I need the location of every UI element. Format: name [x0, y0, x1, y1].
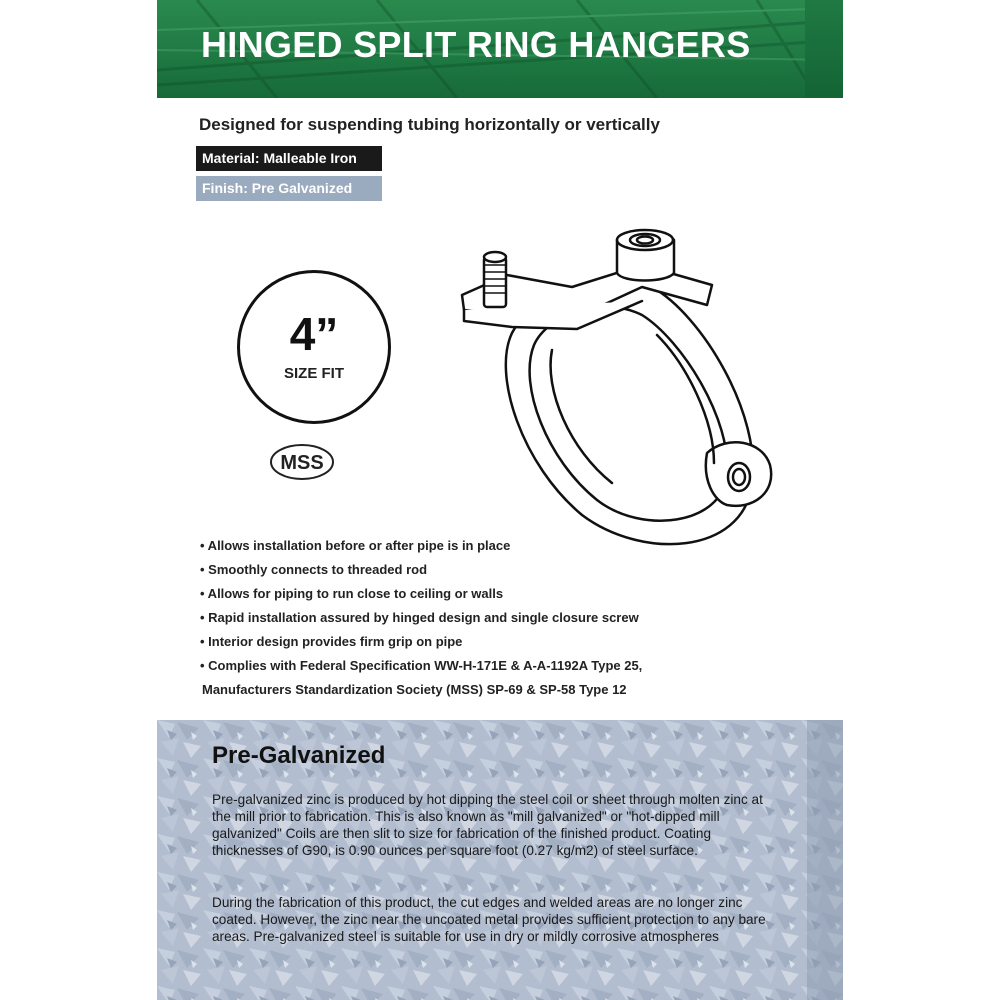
size-label: SIZE FIT: [284, 365, 344, 382]
feature-item: • Allows installation before or after pipe is in place: [200, 538, 511, 553]
size-value: 4”: [289, 308, 339, 360]
material-tag: Material: Malleable Iron: [196, 146, 382, 171]
mss-logo-text: MSS: [280, 452, 324, 474]
product-sheet: [157, 0, 843, 1000]
pre-galvanized-info-panel: [157, 720, 843, 1000]
info-paragraph-1: Pre-galvanized zinc is produced by hot dipping the steel coil or sheet through molten zinc at the mill prior to fabrication. This is also known as "mill galvanized" or "hot-dipped mill galvanized" Coils are then slit to size for fabrication of the finished product. Coating thicknesses of G90, is 0.90 ounces per square foot (0.27 kg/m2) of steel surface.: [212, 792, 763, 858]
feature-item: • Interior design provides firm grip on pipe: [200, 634, 463, 649]
feature-item: • Smoothly connects to threaded rod: [200, 562, 428, 577]
feature-list: [200, 538, 642, 706]
mss-logo: [269, 441, 337, 483]
title-banner: [157, 0, 843, 98]
page-title: HINGED SPLIT RING HANGERS: [201, 24, 751, 65]
info-paragraph-2: During the fabrication of this product, the cut edges and welded areas are no longer zinc coated. However, the zinc near the uncoated metal provides sufficient protection to any bare areas. Pre-galvanized steel is suitable for use in dry or mildly corrosive atmospheres: [212, 895, 766, 944]
feature-item: Manufacturers Standardization Society (MSS) SP-69 & SP-58 Type 12: [202, 682, 627, 697]
product-subtitle: Designed for suspending tubing horizontally or vertically: [199, 115, 660, 134]
split-ring-hanger-illustration: [452, 225, 802, 565]
finish-tag: Finish: Pre Galvanized: [196, 176, 382, 201]
feature-item: • Rapid installation assured by hinged design and single closure screw: [200, 610, 639, 625]
panel-edge-strip: [807, 720, 843, 1000]
feature-item: • Allows for piping to run close to ceiling or walls: [200, 586, 504, 601]
feature-item: • Complies with Federal Specification WW-H-171E & A-A-1192A Type 25,: [200, 658, 643, 673]
size-fit-badge: [237, 270, 391, 424]
info-heading: Pre-Galvanized: [212, 742, 386, 769]
